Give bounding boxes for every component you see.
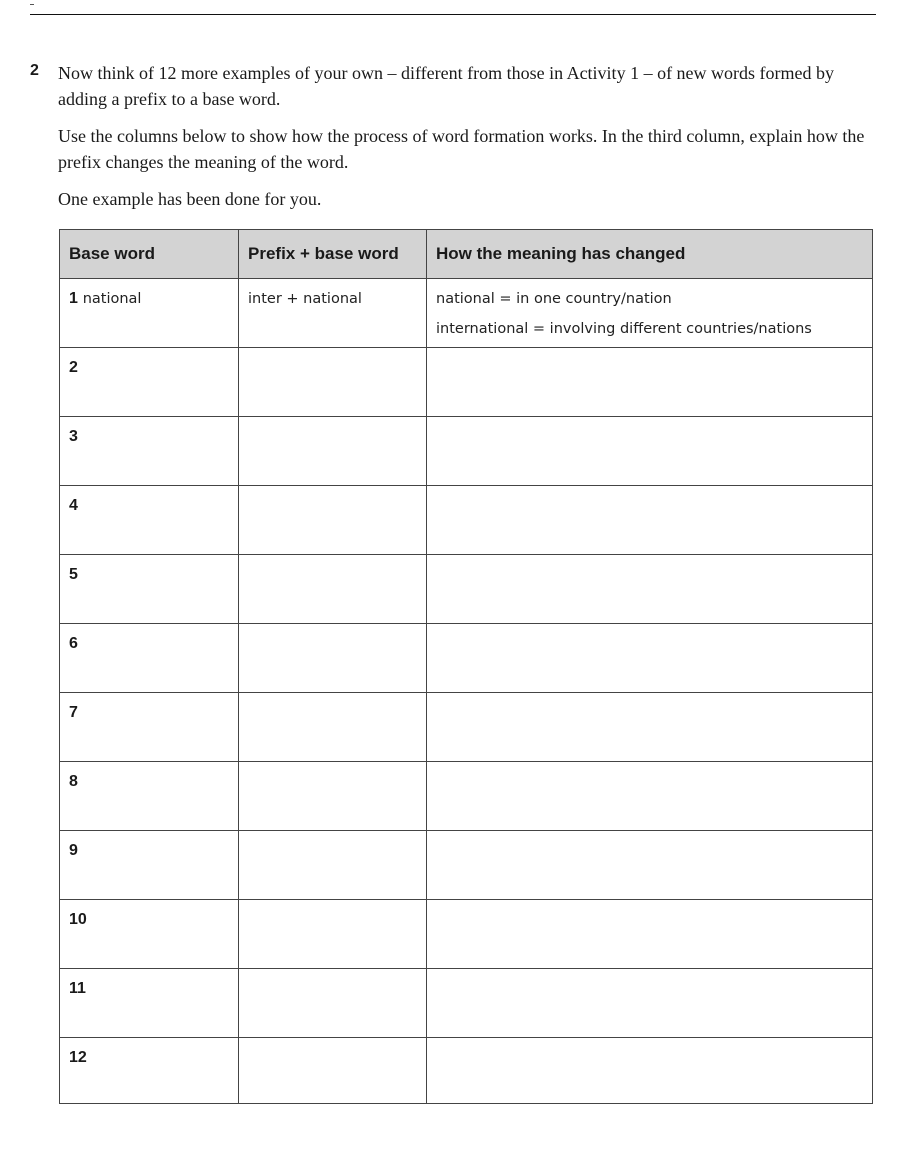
prefix-base-cell[interactable] (239, 624, 427, 693)
page-corner-mark (30, 0, 34, 5)
table-row (60, 1038, 873, 1104)
example-prefix-base: inter + national (248, 291, 362, 307)
base-word-cell[interactable] (60, 831, 239, 900)
table-row-example (60, 279, 873, 348)
prefix-base-cell[interactable] (239, 969, 427, 1038)
row-number: 4 (69, 497, 78, 514)
row-number: 1 (69, 290, 78, 307)
row-number: 5 (69, 566, 78, 583)
table-row (60, 900, 873, 969)
meaning-cell[interactable] (427, 831, 873, 900)
row-number: 12 (69, 1049, 87, 1066)
activity-number: 2 (30, 62, 39, 79)
prefix-base-cell[interactable] (239, 1038, 427, 1104)
row-number: 7 (69, 704, 78, 721)
header-meaning-changed: How the meaning has changed (427, 230, 873, 279)
prefix-base-cell[interactable] (239, 486, 427, 555)
meaning-cell[interactable] (427, 486, 873, 555)
table-row (60, 555, 873, 624)
table-header-row (60, 230, 873, 279)
base-word-cell[interactable] (60, 693, 239, 762)
instruction-paragraph-3: One example has been done for you. (58, 189, 322, 209)
meaning-cell[interactable] (427, 279, 873, 348)
header-prefix-base-word: Prefix + base word (239, 230, 427, 279)
meaning-cell[interactable] (427, 1038, 873, 1104)
word-formation-table (59, 229, 873, 1104)
meaning-cell[interactable] (427, 417, 873, 486)
table-row (60, 624, 873, 693)
base-word-cell[interactable] (60, 624, 239, 693)
meaning-cell[interactable] (427, 900, 873, 969)
meaning-cell[interactable] (427, 624, 873, 693)
table-row (60, 693, 873, 762)
prefix-base-cell[interactable] (239, 555, 427, 624)
base-word-cell[interactable] (60, 486, 239, 555)
meaning-cell[interactable] (427, 693, 873, 762)
example-meaning-line-2: international = involving different countries/nations (436, 321, 812, 337)
table-row (60, 348, 873, 417)
table-row (60, 831, 873, 900)
base-word-cell[interactable] (60, 279, 239, 348)
row-number: 6 (69, 635, 78, 652)
table-row (60, 417, 873, 486)
base-word-cell[interactable] (60, 969, 239, 1038)
table-row (60, 762, 873, 831)
row-number: 3 (69, 428, 78, 445)
base-word-cell[interactable] (60, 900, 239, 969)
meaning-cell[interactable] (427, 348, 873, 417)
instruction-paragraph-1: Now think of 12 more examples of your own – different from those in Activity 1 – of new words formed by adding a prefix to a base word. (58, 63, 835, 109)
meaning-cell[interactable] (427, 555, 873, 624)
base-word-cell[interactable] (60, 1038, 239, 1104)
prefix-base-cell[interactable] (239, 348, 427, 417)
header-rule (30, 14, 876, 15)
meaning-cell[interactable] (427, 969, 873, 1038)
row-number: 11 (69, 980, 86, 997)
header-base-word: Base word (60, 230, 239, 279)
table-row (60, 969, 873, 1038)
activity-2 (30, 60, 876, 212)
base-word-cell[interactable] (60, 762, 239, 831)
meaning-cell[interactable] (427, 762, 873, 831)
table-row (60, 486, 873, 555)
prefix-base-cell[interactable] (239, 831, 427, 900)
example-meaning-line-1: national = in one country/nation (436, 291, 672, 307)
row-number: 10 (69, 911, 87, 928)
row-number: 2 (69, 359, 78, 376)
base-word-cell[interactable] (60, 555, 239, 624)
prefix-base-cell[interactable] (239, 279, 427, 348)
row-number: 8 (69, 773, 78, 790)
prefix-base-cell[interactable] (239, 693, 427, 762)
prefix-base-cell[interactable] (239, 417, 427, 486)
prefix-base-cell[interactable] (239, 762, 427, 831)
prefix-base-cell[interactable] (239, 900, 427, 969)
instruction-paragraph-2: Use the columns below to show how the process of word formation works. In the third column, explain how the prefix changes the meaning of the word. (58, 126, 865, 172)
example-base-word: national (82, 291, 142, 307)
row-number: 9 (69, 842, 78, 859)
base-word-cell[interactable] (60, 417, 239, 486)
base-word-cell[interactable] (60, 348, 239, 417)
